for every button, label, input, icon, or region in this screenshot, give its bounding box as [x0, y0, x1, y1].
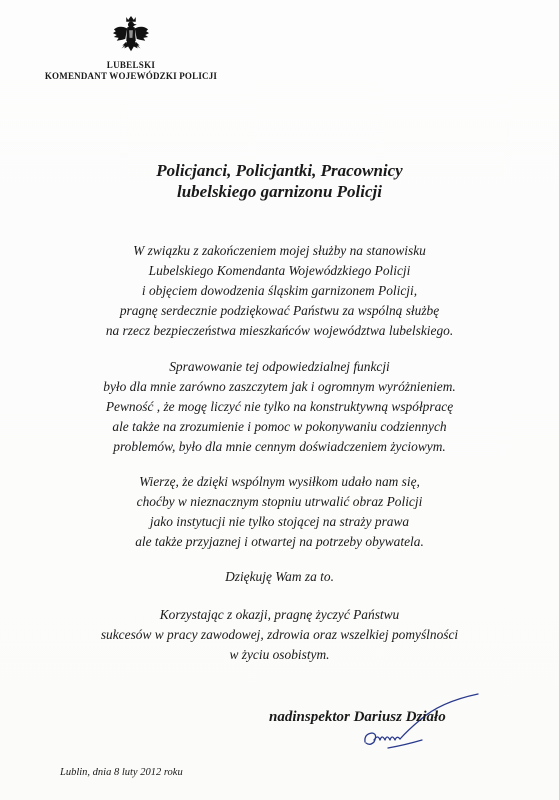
- paragraph-line: Lubelskiego Komendanta Wojewódzkiego Policji: [148, 263, 411, 278]
- paragraph-line: i objęciem dowodzenia śląskim garnizonem Policji,: [141, 283, 418, 298]
- paragraph-line: ale także na zrozumienie i pomoc w pokonywaniu codziennych: [112, 419, 447, 434]
- paragraph-line: W związku z zakończeniem mojej służby na stanowisku: [133, 243, 426, 258]
- paragraph-line: choćby w nieznacznym stopniu utrwalić obraz Policji: [136, 494, 423, 509]
- paragraph-line: ale także przyjaznej i otwartej na potrzeby obywatela.: [135, 534, 424, 549]
- paragraph-line: problemów, było dla mnie cennym doświadczeniem życiowym.: [113, 439, 446, 454]
- paragraph-1: [0, 241, 559, 341]
- paragraph-line: w życiu osobistym.: [229, 647, 330, 662]
- signatory-name: nadinspektor Dariusz Działo: [269, 709, 446, 725]
- org-name-line1: LUBELSKI: [106, 60, 156, 70]
- paragraph-line: sukcesów w pracy zawodowej, zdrowia oraz wszelkiej pomyślności: [100, 627, 459, 642]
- org-name-line2: KOMENDANT WOJEWÓDZKI POLICJI: [44, 71, 218, 81]
- paragraph-line: na rzecz bezpieczeństwa mieszkańców województwa lubelskiego.: [105, 323, 454, 338]
- paragraph-line: Sprawowanie tej odpowiedzialnej funkcji: [169, 359, 390, 374]
- polish-eagle-icon: [112, 14, 150, 58]
- paragraph-4: [0, 567, 559, 587]
- paragraph-line: Korzystając z okazji, pragnę życzyć Państwu: [159, 607, 400, 622]
- paragraph-2: [0, 357, 559, 457]
- paragraph-line: było dla mnie zarówno zaszczytem jak i ogromnym wyróżnieniem.: [103, 379, 456, 394]
- paragraph-3: [0, 472, 559, 552]
- paragraph-5: [0, 605, 559, 665]
- paragraph-line: pragnę serdecznie podziękować Państwu za wspólną służbę: [119, 303, 440, 318]
- place-and-date: Lublin, dnia 8 luty 2012 roku: [60, 767, 183, 778]
- letter-title-line1: Policjanci, Policjantki, Pracownicy: [156, 161, 403, 180]
- paragraph-line: Dziękuję Wam za to.: [225, 569, 334, 584]
- paragraph-line: Pewność , że mogę liczyć nie tylko na konstruktywną współpracę: [105, 399, 454, 414]
- paragraph-line: jako instytucji nie tylko stojącej na straży prawa: [149, 514, 410, 529]
- letter-title-line2: lubelskiego garnizonu Policji: [177, 182, 382, 201]
- paragraph-line: Wierzę, że dzięki wspólnym wysiłkom udało nam się,: [139, 474, 420, 489]
